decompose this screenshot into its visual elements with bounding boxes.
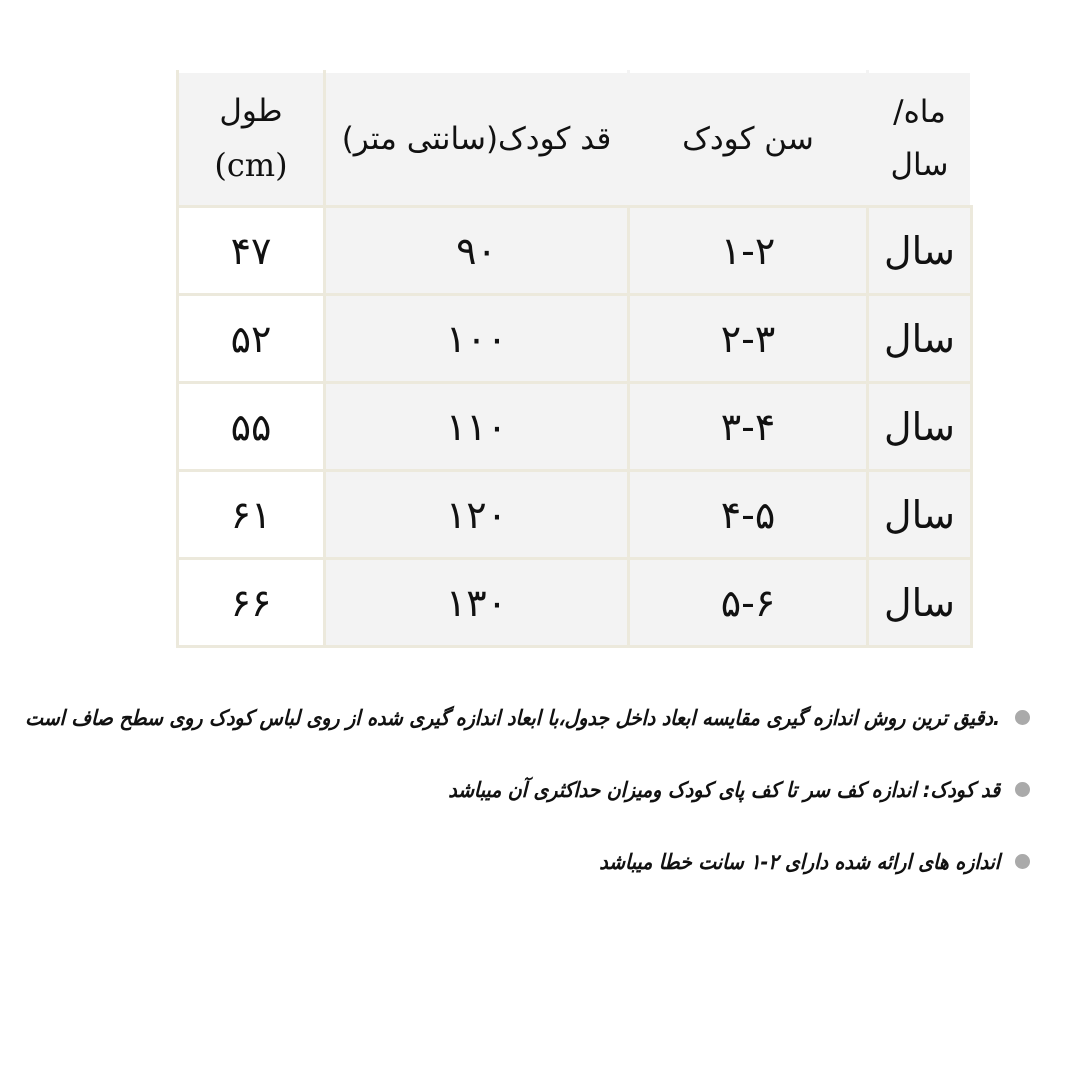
- table-row: [178, 559, 972, 647]
- note-text: .دقیق ترین روش اندازه گیری مقایسه ابعاد داخل جدول،با ابعاد اندازه گیری شده از روی لباس کودک روی سطح صاف است: [25, 706, 1000, 730]
- cell-age-unit: سال: [868, 383, 972, 471]
- cell-age: ۵-۶: [629, 559, 868, 647]
- cell-length: ۵۲: [178, 295, 325, 383]
- header-length-line-2: (cm): [214, 146, 288, 185]
- cell-age: ۳-۴: [629, 383, 868, 471]
- header-age-label: سن کودک: [682, 120, 814, 157]
- note-item: [25, 690, 1040, 762]
- cell-height: ۱۰۰: [325, 295, 629, 383]
- notes-list: [25, 690, 1040, 906]
- cell-age-unit: سال: [868, 559, 972, 647]
- note-text: قد کودک: اندازه کف سر تا کف پای کودک ومیزان حداکثری آن میباشد: [448, 778, 1000, 802]
- cell-length: ۶۱: [178, 471, 325, 559]
- cell-length: ۶۶: [178, 559, 325, 647]
- note-item: [40, 762, 1040, 834]
- bullet-dot-icon: [1015, 710, 1030, 725]
- table-row: [178, 207, 972, 295]
- note-text: اندازه های ارائه شده دارای ۲-۱ سانت خطا میباشد: [599, 850, 1000, 874]
- cell-age-unit: سال: [868, 471, 972, 559]
- header-height-label: قد کودک(سانتی متر): [341, 120, 612, 157]
- table-row: [178, 295, 972, 383]
- bullet-dot-icon: [1015, 782, 1030, 797]
- cell-length: ۴۷: [178, 207, 325, 295]
- cell-age-unit: سال: [868, 295, 972, 383]
- bullet-dot-icon: [1015, 854, 1030, 869]
- cell-age: ۱-۲: [629, 207, 868, 295]
- cell-age: ۴-۵: [629, 471, 868, 559]
- table-header-row: [178, 72, 972, 207]
- note-item: [40, 834, 1040, 906]
- header-age: [629, 72, 868, 207]
- header-age-unit: [868, 72, 972, 207]
- table-row: [178, 471, 972, 559]
- cell-age: ۲-۳: [629, 295, 868, 383]
- header-length-line-1: طول: [219, 93, 283, 130]
- cell-height: ۹۰: [325, 207, 629, 295]
- cell-height: ۱۳۰: [325, 559, 629, 647]
- cell-height: ۱۱۰: [325, 383, 629, 471]
- cell-height: ۱۲۰: [325, 471, 629, 559]
- table-row: [178, 383, 972, 471]
- cell-length: ۵۵: [178, 383, 325, 471]
- header-age-unit-line-1: ماه/: [893, 94, 946, 131]
- header-age-unit-line-2: سال: [890, 147, 949, 183]
- header-length: [178, 72, 325, 207]
- header-height: [325, 72, 629, 207]
- size-table: [176, 70, 973, 648]
- cell-age-unit: سال: [868, 207, 972, 295]
